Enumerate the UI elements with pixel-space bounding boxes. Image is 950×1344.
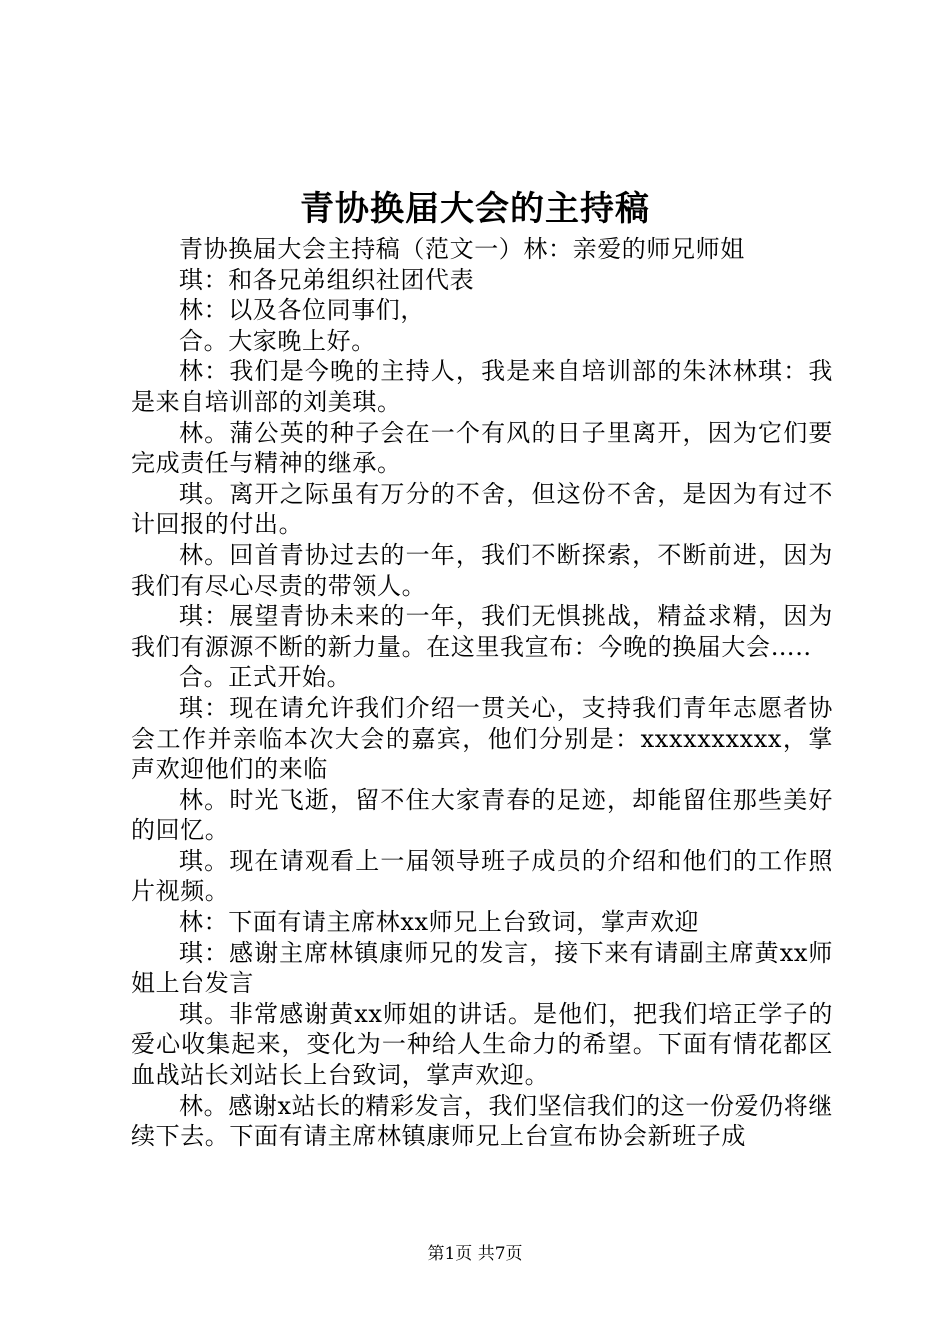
paragraph: 琪：感谢主席林镇康师兄的发言，接下来有请副主席黄xx师姐上台发言	[131, 938, 833, 998]
paragraph: 琪：和各兄弟组织社团代表	[179, 265, 475, 294]
paragraph: 琪：现在请允许我们介绍一贯关心，支持我们青年志愿者协会工作并亲临本次大会的嘉宾，他们分别是：xxxxxxxxxx，掌声欢迎他们的来临	[131, 693, 833, 784]
paragraph: 合。大家晚上好。	[179, 326, 376, 355]
document-body	[131, 234, 833, 1152]
paragraph: 林。时光飞逝，留不住大家青春的足迹，却能留住那些美好的回忆。	[131, 785, 833, 845]
page-footer: 第1页 共7页	[427, 1244, 523, 1264]
paragraph: 琪。非常感谢黄xx师姐的讲话。是他们，把我们培正学子的爱心收集起来，变化为一种给人生命力的希望。下面有情花都区血战站长刘站长上台致词，掌声欢迎。	[131, 999, 833, 1090]
paragraph: 琪：展望青协未来的一年，我们无惧挑战，精益求精，因为我们有源源不断的新力量。在这里我宣布：今晚的换届大会…..	[131, 602, 833, 661]
paragraph: 青协换届大会主持稿（范文一）林：亲爱的师兄师姐	[179, 235, 745, 263]
paragraph: 林：我们是今晚的主持人，我是来自培训部的朱沐林琪：我是来自培训部的刘美琪。	[131, 357, 833, 416]
paragraph: 合。正式开始。	[179, 663, 352, 692]
paragraph: 林。回首青协过去的一年，我们不断探索，不断前进，因为我们有尽心尽责的带领人。	[131, 540, 833, 600]
paragraph: 林。蒲公英的种子会在一个有风的日子里离开，因为它们要完成责任与精神的继承。	[131, 418, 833, 478]
document-title: 青协换届大会的主持稿	[300, 189, 650, 229]
paragraph: 林：以及各位同事们，	[179, 296, 425, 325]
paragraph: 林：下面有请主席林xx师兄上台致词，掌声欢迎	[179, 908, 700, 937]
paragraph: 琪。离开之际虽有万分的不舍，但这份不舍，是因为有过不计回报的付出。	[131, 479, 833, 539]
paragraph: 林。感谢x站长的精彩发言，我们坚信我们的这一份爱仍将继续下去。下面有请主席林镇康师兄上台宣布协会新班子成	[131, 1091, 833, 1151]
paragraph: 琪。现在请观看上一届领导班子成员的介绍和他们的工作照片视频。	[131, 846, 833, 906]
